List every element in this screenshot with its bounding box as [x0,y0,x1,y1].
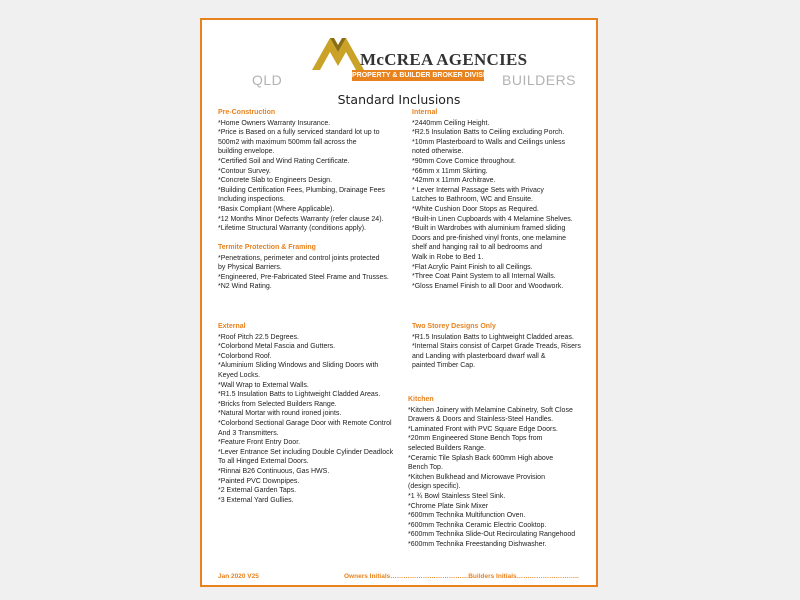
inclusion-item: *R1.5 Insulation Batts to Lightweight Cladded areas. [412,333,574,341]
section-pre-construction [218,108,385,234]
inclusion-item: *Contour Survey. [218,167,271,175]
inclusion-item: noted otherwise. [412,148,464,156]
inclusion-item: *42mm x 11mm Architrave. [412,177,496,185]
inclusion-item: *600mm Technika Freestanding Dishwasher. [408,540,547,548]
inclusion-item: *Three Coat Paint System to all Internal Walls. [412,273,556,281]
inclusion-item: *Colorbond Metal Fascia and Gutters. [218,343,336,351]
inclusion-item: Doors and pre-finished vinyl fronts, one melamine [412,234,567,242]
section-termite-protection [218,243,389,292]
inclusion-item: *10mm Plasterboard to Walls and Ceilings unless [412,138,566,146]
inclusion-item: *12 Months Minor Defects Warranty (refer clause 24). [218,215,384,223]
section-title: Pre-Construction [218,109,276,116]
inclusion-item: *1 ¾ Bowl Stainless Steel Sink. [408,492,506,500]
inclusion-item: 500m2 with maximum 500mm fall across the [218,138,357,146]
inclusion-item: *3 External Yard Gullies. [218,496,294,504]
inclusion-item: Latches to Bathroom, WC and Ensuite. [412,196,534,204]
inclusion-item: *600mm Technika Slide-Out Recirculating Rangehood [408,531,576,539]
inclusion-item: *Home Owners Warranty Insurance. [218,119,331,127]
inclusion-item: and Landing with plasterboard dwarf wall & [412,352,546,360]
section-title: Two Storey Designs Only [412,323,496,330]
inclusion-item: building envelope. [218,148,275,156]
inclusion-item: *66mm x 11mm Skirting. [412,167,488,175]
inclusion-item: *90mm Cove Cornice throughout. [412,157,516,165]
inclusion-item: *Laminated Front with PVC Square Edge Doors. [408,425,558,433]
inclusion-item: * Lever Internal Passage Sets with Privacy [412,186,544,194]
inclusion-item: To all Hinged External Doors. [218,458,309,466]
inclusion-item: And 3 Transmitters. [218,429,279,437]
footer-initials: Owners Initials………………………………Builders Initials……………………….. [344,573,579,580]
inclusion-item: *Natural Mortar with round ironed joints. [218,410,342,418]
inclusion-item: (design specific). [408,483,461,491]
inclusion-item: *600mm Technika Ceramic Electric Cooktop. [408,521,547,529]
inclusion-item: shelf and hanging rail to all bedrooms and [412,244,542,252]
footer-version: Jan 2020 V25 [218,573,259,580]
inclusion-item: *Engineered, Pre-Fabricated Steel Frame and Trusses. [218,273,389,281]
inclusion-item: *Colorbond Roof. [218,352,272,360]
inclusion-item: Keyed Locks. [218,371,261,379]
inclusions-page [200,18,598,587]
inclusion-item: *Rinnai B26 Continuous, Gas HWS. [218,467,330,475]
section-title: External [218,323,246,330]
inclusion-item: *Kitchen Bulkhead and Microwave Provision [408,473,545,481]
logo-company-name: McCREA AGENCIES [360,50,528,69]
section-kitchen [408,395,575,550]
section-title: Internal [412,109,438,116]
inclusion-item: *R2.5 Insulation Batts to Ceiling excluding Porch. [412,129,565,137]
inclusion-item: *20mm Engineered Stone Bench Tops from [408,435,543,443]
inclusion-item: *2 External Garden Taps. [218,487,297,495]
inclusion-item: *Concrete Slab to Engineers Design. [218,177,333,185]
inclusion-item: Drawers & Doors and Stainless-Steel Handles. [408,416,554,424]
inclusion-item: *Building Certification Fees, Plumbing, Drainage Fees [218,186,385,194]
inclusion-item: *Lifetime Structural Warranty (conditions apply). [218,225,366,233]
inclusion-item: *Wall Wrap to External Walls. [218,381,309,389]
builders-label: BUILDERS [502,72,577,88]
inclusion-item: selected Builders Range. [408,444,486,452]
section-two-storey [412,322,581,371]
inclusion-item: *Price is Based on a fully serviced standard lot up to [218,129,380,137]
inclusion-item: *Chrome Plate Sink Mixer [408,502,489,510]
inclusion-item: *Colorbond Sectional Garage Door with Remote Control [218,419,392,427]
inclusion-item: *Built in Wardrobes with aluminium framed sliding [412,225,566,233]
section-external [218,322,393,505]
inclusion-item: *Ceramic Tile Splash Back 600mm High above [408,454,554,462]
inclusion-item: *Lever Entrance Set including Double Cylinder Deadlock [218,448,394,456]
inclusion-item: *Bricks from Selected Builders Range. [218,400,337,408]
inclusion-item: *N2 Wind Rating. [218,283,272,291]
inclusion-item: *Feature Front Entry Door. [218,439,301,447]
inclusion-item: Bench Top. [408,464,443,472]
logo-subtitle: PROPERTY & BUILDER BROKER DIVISION [352,72,496,79]
document-title: Standard Inclusions [337,92,461,107]
inclusion-item: *Basix Compliant (Where Applicable). [218,205,335,213]
inclusion-item: *White Cushion Door Stops as Required. [412,205,539,213]
inclusion-item: Walk in Robe to Bed 1. [412,253,484,261]
section-title: Kitchen [408,396,434,403]
inclusion-item: painted Timber Cap. [412,362,476,370]
inclusion-item: *Flat Acrylic Paint Finish to all Ceilings. [412,263,533,271]
section-internal [412,108,573,291]
company-logo [312,28,528,88]
inclusion-item: *Certified Soil and Wind Rating Certificate. [218,157,350,165]
inclusion-item: Including inspections. [218,196,285,204]
section-title: Termite Protection & Framing [218,244,316,251]
qld-label: QLD [252,72,283,88]
inclusion-item: *Painted PVC Downpipes. [218,477,300,485]
inclusion-item: by Physical Barriers. [218,264,282,272]
inclusion-item: *Built-in Linen Cupboards with 4 Melamine Shelves. [412,215,573,223]
inclusion-item: *Internal Stairs consist of Carpet Grade Treads, Risers [412,343,581,351]
inclusion-item: *Kitchen Joinery with Melamine Cabinetry, Soft Close [408,406,573,414]
inclusion-item: *2440mm Ceiling Height. [412,119,490,127]
inclusion-item: *Aluminium Sliding Windows and Sliding Doors with [218,362,379,370]
inclusion-item: *Roof Pitch 22.5 Degrees. [218,333,299,341]
inclusion-item: *Penetrations, perimeter and control joints protected [218,254,380,262]
inclusion-item: *R1.5 Insulation Batts to Lightweight Cladded Areas. [218,391,381,399]
inclusion-item: *Gloss Enamel Finish to all Door and Woodwork. [412,282,564,290]
inclusion-item: *600mm Technika Multifunction Oven. [408,512,526,520]
